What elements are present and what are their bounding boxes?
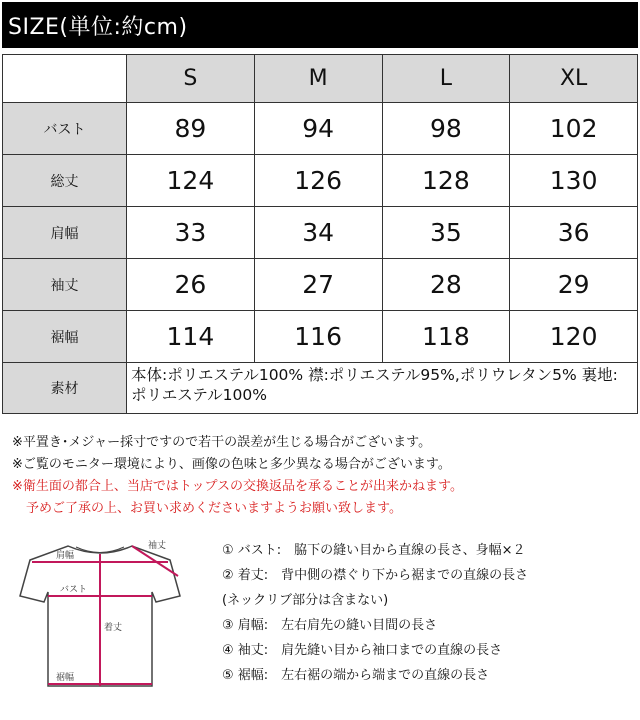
legend-item-hem: ⑤ 裾幅: 左右裾の端から端までの直線の長さ [222, 668, 490, 683]
note-measurement: ※平置き･メジャー採寸ですので若干の誤差が生じる場合がございます。 [12, 435, 432, 450]
measurement-legend [222, 538, 632, 688]
size-header-s: S [127, 55, 255, 103]
table-cell: 89 [127, 103, 255, 155]
diagram-label-length: 着丈 [104, 623, 123, 633]
size-header-l: L [382, 55, 510, 103]
table-cell: 98 [382, 103, 510, 155]
table-cell: 36 [510, 207, 638, 259]
note-acknowledge: 予めご了承の上、お買い求めくださいますようお願い致します。 [26, 501, 402, 516]
table-cell: 27 [254, 259, 382, 311]
note-no-returns: ※衛生面の都合上、当店ではトップスの交換返品を承ることが出来かねます。 [12, 479, 463, 494]
table-row-length [3, 155, 638, 207]
table-cell: 33 [127, 207, 255, 259]
row-label: 肩幅 [3, 207, 127, 259]
material-text: 本体:ポリエステル100% 襟:ポリエステル95%,ポリウレタン5% 裏地:ポリエステル100% [127, 363, 638, 414]
table-cell: 128 [382, 155, 510, 207]
note-monitor: ※ご覧のモニター環境により、画像の色味と多少異なる場合がございます。 [12, 457, 451, 472]
tshirt-measurement-diagram [10, 534, 190, 694]
table-cell: 102 [510, 103, 638, 155]
diagram-label-sleeve: 袖丈 [148, 541, 167, 551]
table-cell: 124 [127, 155, 255, 207]
row-label: 袖丈 [3, 259, 127, 311]
size-header-xl: XL [510, 55, 638, 103]
notes-section [12, 432, 632, 520]
table-cell: 118 [382, 311, 510, 363]
table-cell: 126 [254, 155, 382, 207]
legend-item-shoulder: ③ 肩幅: 左右肩先の縫い目間の長さ [222, 618, 438, 633]
table-row-material [3, 363, 638, 414]
table-row-sleeve [3, 259, 638, 311]
size-table [2, 54, 638, 414]
legend-item-bust: ① バスト: 脇下の縫い目から直線の長さ、身幅×２ [222, 543, 526, 558]
table-cell: 29 [510, 259, 638, 311]
table-cell: 114 [127, 311, 255, 363]
diagram-label-bust: バスト [60, 585, 88, 595]
diagram-label-hem: 裾幅 [56, 673, 75, 683]
table-cell: 130 [510, 155, 638, 207]
header-blank-cell [3, 55, 127, 103]
size-header-m: M [254, 55, 382, 103]
diagram-label-shoulder: 肩幅 [56, 551, 75, 561]
legend-item-length-note: (ネックリブ部分は含まない) [222, 593, 389, 608]
row-label: 総丈 [3, 155, 127, 207]
table-cell: 120 [510, 311, 638, 363]
table-cell: 28 [382, 259, 510, 311]
table-row-bust [3, 103, 638, 155]
table-cell: 34 [254, 207, 382, 259]
table-cell: 116 [254, 311, 382, 363]
row-label: バスト [3, 103, 127, 155]
material-label: 素材 [3, 363, 127, 414]
legend-item-sleeve: ④ 袖丈: 肩先縫い目から袖口までの直線の長さ [222, 643, 503, 658]
legend-item-length: ② 着丈: 背中側の襟ぐり下から裾までの直線の長さ [222, 568, 529, 583]
table-cell: 94 [254, 103, 382, 155]
size-title: SIZE(単位:約cm) [8, 14, 188, 40]
table-cell: 35 [382, 207, 510, 259]
size-title-bar [2, 2, 638, 48]
table-cell: 26 [127, 259, 255, 311]
table-row-shoulder [3, 207, 638, 259]
size-header-row [3, 55, 638, 103]
row-label: 裾幅 [3, 311, 127, 363]
table-row-hem [3, 311, 638, 363]
